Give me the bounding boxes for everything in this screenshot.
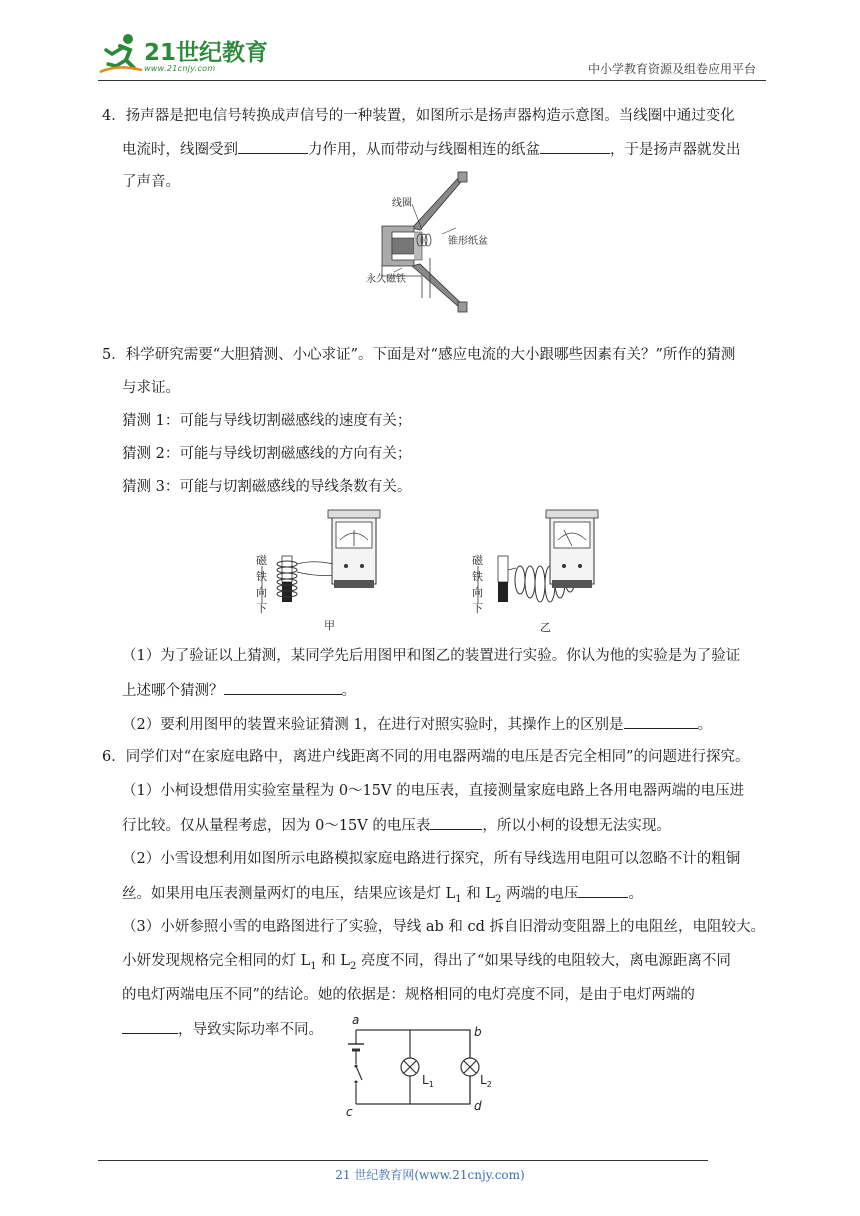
q4-text: ，于是扬声器就发出 bbox=[610, 142, 741, 158]
answer-blank[interactable] bbox=[224, 680, 342, 695]
q6-s2-line1: （2）小雪设想利用如图所示电路模拟家庭电路进行探究，所有导线选用电阻可以忽略不计的粗铜 bbox=[122, 851, 741, 867]
circuit-diagram bbox=[340, 1012, 500, 1116]
q6-text: 行比较。仅从量程考虑，因为 0～15V 的电压表 bbox=[122, 818, 431, 834]
logo-text: 21世纪教育 bbox=[144, 40, 269, 66]
site-logo bbox=[98, 30, 268, 78]
q5-sub1-line1: （1）为了验证以上猜测，某同学先后用图甲和图乙的装置进行实验。你认为他的实验是为了验证 bbox=[122, 648, 741, 664]
svg-text:铁: 铁 bbox=[256, 570, 267, 583]
q5-guess3: 猜测 3：可能与切割磁感线的导线条数有关。 bbox=[122, 479, 412, 495]
q6-s1-line1: （1）小柯设想借用实验室量程为 0～15V 的电压表，直接测量家庭电路上各用电器两端的电压进 bbox=[122, 783, 745, 799]
q6-s1-line2 bbox=[122, 815, 671, 836]
q6-s3-line3: 的电灯两端电压不同”的结论。她的依据是：规格相同的电灯亮度不同，是由于电灯两端的 bbox=[122, 987, 695, 1003]
q4-line1: 4．扬声器是把电信号转换成声信号的一种装置，如图所示是扬声器构造示意图。当线圈中通过变化 bbox=[102, 108, 735, 124]
coil-label: 线圈 bbox=[392, 198, 412, 209]
answer-blank[interactable] bbox=[578, 883, 628, 898]
q5-text: 。 bbox=[341, 683, 356, 699]
q5-guess2: 猜测 2：可能与导线切割磁感线的方向有关； bbox=[122, 446, 412, 462]
q4-line3: 了声音。 bbox=[122, 174, 180, 190]
q5-sub1-line2 bbox=[122, 680, 356, 701]
q6-text: 小妍发现规格完全相同的灯 L bbox=[122, 953, 311, 969]
svg-text:向: 向 bbox=[256, 586, 267, 599]
q6-text: 丝。如果用电压表测量两灯的电压，结果应该是灯 L bbox=[122, 886, 456, 902]
figure-yi-label: 乙 bbox=[540, 621, 551, 634]
answer-blank[interactable] bbox=[624, 714, 698, 729]
figure-jia bbox=[256, 510, 380, 632]
q6-s2-line2 bbox=[122, 883, 643, 910]
page-header bbox=[98, 30, 766, 78]
footer-divider bbox=[98, 1160, 708, 1161]
q5-line1: 5．科学研究需要“大胆猜测、小心求证”。下面是对“感应电流的大小跟哪些因素有关？”所作的猜测 bbox=[102, 347, 736, 363]
q5-text: （2）要利用图甲的装置来验证猜测 1，在进行对照实验时，其操作上的区别是 bbox=[122, 717, 624, 733]
lamp-l2-label: $L_2$ bbox=[480, 1073, 492, 1089]
figure-jia-label: 甲 bbox=[324, 619, 335, 632]
magnet-label: 永久磁铁 bbox=[366, 274, 406, 285]
subscript: 1 bbox=[310, 960, 317, 972]
cone-label: 锥形纸盆 bbox=[448, 236, 488, 247]
svg-text:铁: 铁 bbox=[472, 570, 483, 583]
svg-text:下: 下 bbox=[472, 602, 483, 615]
subscript: 2 bbox=[349, 960, 357, 972]
q4-line2 bbox=[122, 139, 741, 160]
answer-blank[interactable] bbox=[122, 1019, 178, 1034]
figure-yi bbox=[472, 510, 598, 634]
q6-text: 两端的电压 bbox=[501, 886, 579, 902]
q6-s3-line1: （3）小妍参照小雪的电路图进行了实验，导线 ab 和 cd 拆自旧滑动变阻器上的电阻丝，电阻较大。 bbox=[122, 919, 765, 935]
q6-text: ，所以小柯的设想无法实现。 bbox=[482, 818, 671, 834]
speaker-diagram bbox=[362, 168, 492, 320]
node-d-label: d bbox=[474, 1099, 482, 1113]
q5-guess1: 猜测 1：可能与导线切割磁感线的速度有关； bbox=[122, 413, 412, 429]
q5-line2: 与求证。 bbox=[122, 380, 180, 396]
footer-text[interactable]: 21 世纪教育网(www.21cnjy.com) bbox=[335, 1168, 525, 1182]
magnet-down-label: 磁 bbox=[256, 554, 267, 567]
q6-line1: 6．同学们对“在家庭电路中，离进户线距离不同的用电器两端的电压是否完全相同”的问题进行探究。 bbox=[102, 749, 750, 765]
lamp-l1-label: $L_1$ bbox=[422, 1073, 434, 1089]
svg-text:向: 向 bbox=[472, 586, 483, 599]
node-c-label: c bbox=[346, 1105, 353, 1116]
induction-diagrams bbox=[250, 508, 620, 638]
answer-blank[interactable] bbox=[540, 139, 610, 154]
q5-text: 上述哪个猜测？ bbox=[122, 683, 224, 699]
q6-text: 。 bbox=[628, 886, 643, 902]
subscript: 2 bbox=[494, 893, 502, 905]
svg-text:磁: 磁 bbox=[472, 554, 483, 567]
q6-text: 和 L bbox=[316, 953, 350, 969]
node-a-label: a bbox=[352, 1013, 360, 1027]
q6-s3-line4 bbox=[122, 1019, 323, 1040]
q4-text: 电流时，线圈受到 bbox=[122, 142, 238, 158]
q5-sub2 bbox=[122, 714, 712, 735]
logo-url: www.21cnjy.com bbox=[144, 64, 216, 73]
answer-blank[interactable] bbox=[430, 815, 482, 830]
q6-s3-line2 bbox=[122, 951, 731, 977]
runner-logo-icon bbox=[98, 30, 144, 76]
svg-text:下: 下 bbox=[256, 602, 267, 615]
q4-text: 力作用，从而带动与线圈相连的纸盆 bbox=[308, 142, 540, 158]
q5-text: 。 bbox=[697, 717, 713, 733]
q6-text: ，导致实际功率不同。 bbox=[178, 1022, 323, 1038]
q6-text: 和 L bbox=[461, 886, 495, 902]
answer-blank[interactable] bbox=[238, 139, 308, 154]
platform-name: 中小学教育资源及组卷应用平台 bbox=[587, 62, 756, 76]
header-divider bbox=[98, 80, 766, 81]
subscript: 1 bbox=[455, 893, 462, 905]
q6-text: 亮度不同，得出了“如果导线的电阻较大，离电源距离不同 bbox=[356, 953, 731, 969]
node-b-label: b bbox=[474, 1025, 482, 1039]
